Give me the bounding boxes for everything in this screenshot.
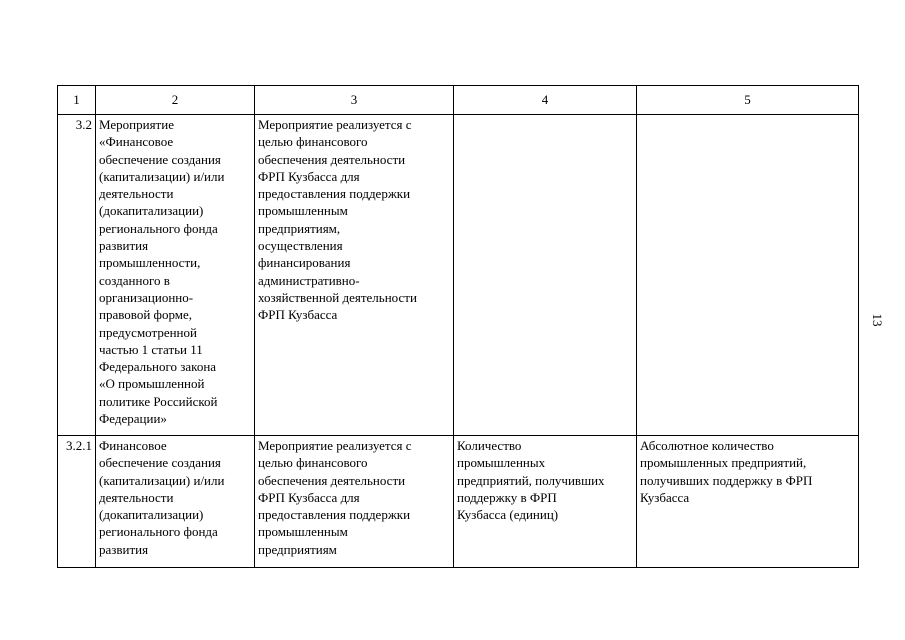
cell-text-line: Абсолютное количество (640, 438, 774, 453)
event-cell (96, 115, 255, 436)
cell-text-line: ФРП Кузбасса для (258, 168, 360, 184)
column-number-3: 3 (255, 86, 454, 115)
cell-text-line: Кузбасса (единиц) (457, 507, 559, 523)
program-table (57, 85, 859, 568)
column-number-5: 5 (637, 86, 859, 115)
cell-text-line: правовой форме, (99, 307, 193, 323)
column-number-1: 1 (58, 86, 96, 115)
cell-text-line: поддержку в ФРП (457, 489, 557, 505)
cell-text-line: промышленным (258, 203, 348, 219)
cell-text-line: созданного в (99, 272, 170, 288)
cell-text-line: Мероприятие (99, 117, 174, 132)
cell-text-line: административно- (258, 272, 360, 288)
page-number: 13 (870, 313, 885, 327)
cell-text-line: Мероприятие реализуется с (258, 117, 412, 132)
row-number: 3.2.1 (58, 436, 96, 568)
cell-text-line: обеспечение создания (99, 455, 221, 471)
cell-text-line: организационно- (99, 289, 194, 305)
column-number-2: 2 (96, 86, 255, 115)
cell-text-line: развития (99, 238, 149, 254)
cell-text-line: Федерации» (99, 411, 167, 427)
cell-text-line: Мероприятие реализуется с (258, 438, 412, 453)
cell-text-line: предприятий, получивших (457, 472, 605, 488)
cell-text-line: целью финансового (258, 455, 368, 471)
table-row (58, 115, 859, 436)
cell-text-line: ФРП Кузбасса (258, 307, 338, 323)
cell-text-line: политике Российской (99, 393, 218, 409)
event-cell (96, 436, 255, 568)
cell-text-line: промышленных (457, 455, 546, 471)
description-cell (255, 115, 454, 436)
cell-text-line: предприятиям (258, 541, 337, 557)
cell-text-line: обеспечения деятельности (258, 472, 406, 488)
cell-text-line: Количество (457, 438, 522, 453)
cell-text-line: предусмотренной (99, 324, 197, 340)
cell-text-line: «Финансовое (99, 134, 174, 150)
cell-text-line: «О промышленной (99, 376, 205, 392)
cell-text-line: частью 1 статьи 11 (99, 341, 203, 357)
cell-text-line: предоставления поддержки (258, 507, 411, 523)
cell-text-line: регионального фонда (99, 524, 218, 540)
cell-text-line: Федерального закона (99, 359, 217, 375)
cell-text-line: развития (99, 541, 149, 557)
cell-text-line: (докапитализации) (99, 203, 204, 219)
cell-text-line: предоставления поддержки (258, 186, 411, 202)
cell-text-line: (капитализации) и/или (99, 168, 225, 184)
description-cell (255, 436, 454, 568)
cell-text-line: хозяйственной деятельности (258, 289, 417, 305)
cell-text-line: деятельности (99, 489, 174, 505)
table-header-row (58, 86, 859, 115)
method-cell (637, 436, 859, 568)
cell-text-line: получивших поддержку в ФРП (640, 472, 813, 488)
cell-text-line: ФРП Кузбасса для (258, 489, 360, 505)
cell-text-line: (докапитализации) (99, 507, 204, 523)
cell-text-line: промышленности, (99, 255, 201, 271)
cell-text-line: обеспечения деятельности (258, 151, 406, 167)
cell-text-line: регионального фонда (99, 220, 218, 236)
cell-text-line: обеспечение создания (99, 151, 221, 167)
column-number-4: 4 (454, 86, 637, 115)
cell-text-line: осуществления (258, 238, 343, 254)
indicator-cell (454, 115, 637, 436)
cell-text-line: Кузбасса (640, 489, 690, 505)
cell-text-line: промышленных предприятий, (640, 455, 807, 471)
cell-text-line: целью финансового (258, 134, 368, 150)
indicator-cell (454, 436, 637, 568)
cell-text-line: предприятиям, (258, 220, 341, 236)
method-cell (637, 115, 859, 436)
cell-text-line: промышленным (258, 524, 348, 540)
cell-text-line: (капитализации) и/или (99, 472, 225, 488)
row-number: 3.2 (58, 115, 96, 436)
cell-text-line: деятельности (99, 186, 174, 202)
cell-text-line: финансирования (258, 255, 351, 271)
table-row (58, 436, 859, 568)
cell-text-line: Финансовое (99, 438, 167, 453)
